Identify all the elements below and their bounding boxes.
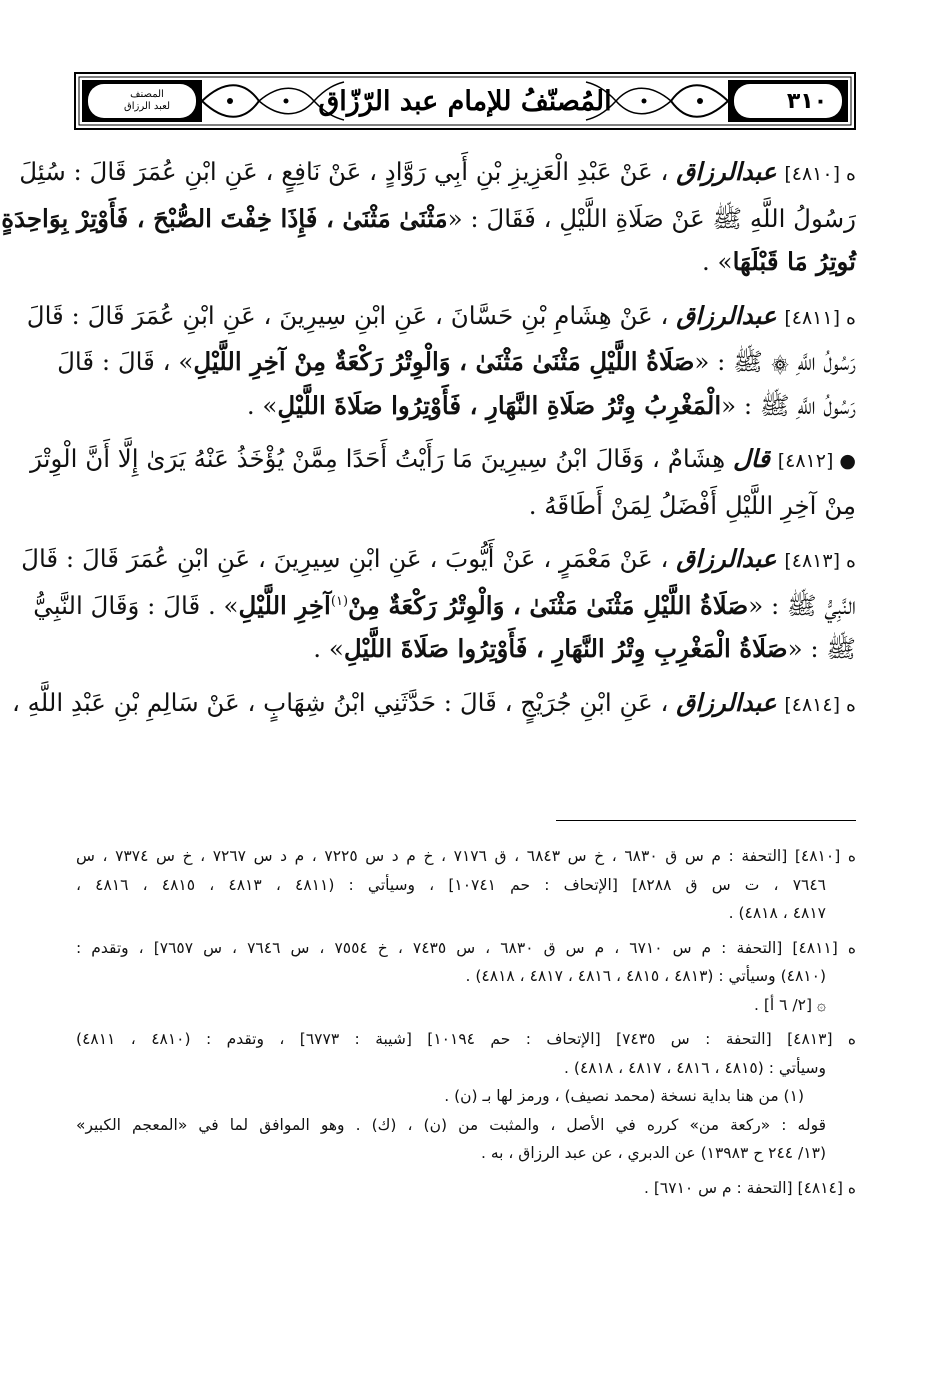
chain-text: » . [313,634,344,663]
text-line [11,681,856,728]
text-line [57,340,856,384]
hadith-text: صَلَاةُ اللَّيْلِ مَثْنَىٰ مَثْنَىٰ ، وَالْوِتْرُ رَكْعَةٌ مِنْ [348,590,749,620]
footnote-line: ٤٨١٧ ، ٤٨١٨) . [728,904,826,922]
text-line [30,437,856,484]
entry-number: ه [٤٨١٠] [784,163,856,185]
chain-text: ، عَنْ هِشَامِ بْنِ حَسَّانَ ، عَنِ ابْنِ سِيرِينَ ، عَنِ ابْنِ عُمَرَ قَالَ : قَالَ [26,300,669,330]
footnote-marker[interactable]: (١) [330,593,349,609]
footnote-line: ۞ [٢/ ٦ أ] . [753,995,826,1014]
footnote-line: (١٣/ ٢٤٤ ح ١٣٩٨٣) عن الدبري ، عن عبد الرزاق ، به . [480,1144,826,1162]
hadith-entry [11,681,856,728]
chain-text: النَّبِيُّ ﷺ : « [748,590,856,620]
footnote-line: قوله : «ركعة من» كرره في الأصل ، والمثبت من (ن) ، (ك) . وهو الموافق لما في «المعجم الكبير» [76,1115,826,1134]
narrator-name: عبدالرزاق [676,544,777,573]
hadith-entry [1,150,856,284]
hadith-entry [21,537,856,671]
footnotes [76,842,856,1208]
chain-text: رَسُولُ اللَّهِ ﷺ : « [721,390,856,420]
footnote-line: (١) من هنا بداية نسخة (محمد نصيف) ، ورمز لها بـ (ن) . [444,1087,804,1105]
hadith-text: مَثْنَىٰ مَثْنَىٰ ، فَإِذَا خِفْتَ الصُّبْحَ ، فَأَوْتِرْ بِوَاحِدَةٍ [1,203,448,233]
chain-text: ، عَنْ عَبْدِ الْعَزِيزِ بْنِ أَبِي رَوَّادٍ ، عَنْ نَافِعٍ ، عَنِ ابْنِ عُمَرَ قَالَ : سُئِلَ [19,157,669,186]
text-line [76,240,856,284]
text-line [26,294,856,341]
text-line [76,627,856,671]
text-line [33,584,856,628]
hadith-text: آخِرِ اللَّيْلِ [238,590,331,620]
text-line [19,150,856,197]
footnote-line: وسيأتي : (٤٨١٥ ، ٤٨١٦ ، ٤٨١٧ ، ٤٨١٨) . [564,1058,826,1077]
hadith-text: الْمَغْرِبُ وِتْرُ صَلَاةِ النَّهَارِ ، فَأَوْتِرُوا صَلَاةَ اللَّيْلِ [277,390,722,420]
footnote [76,1025,856,1168]
chain-text: مِنْ آخِرِ اللَّيْلِ أَفْضَلُ لِمَنْ أَطَاقَهُ . [528,490,856,520]
footnote [76,1174,856,1203]
narrator-name: قال [732,444,770,473]
hadith-entry [26,294,856,428]
narrator-name: عبدالرزاق [676,687,777,717]
entry-number: ● [٤٨١٢] [777,450,856,472]
page-header [74,72,856,130]
footnote-line: (٤٨١٠) وسيأتي : (٤٨١٣ ، ٤٨١٥ ، ٤٨١٦ ، ٤٨١٧ ، ٤٨١٨) . [465,967,826,985]
page-number: ٣١٠ [786,88,828,114]
chain-text: ﷺ : « [787,634,856,663]
footnote-line: ٧٦٤٦ ، ت س ق ٨٢٨٨] [الإتحاف : حم ١٠٧٤١] ، وسيأتي : (٤٨١١ ، ٤٨١٣ ، ٤٨١٥ ، ٤٨١٦ ، [76,875,827,894]
seal-line-2: لعبد الرزاق [123,101,171,112]
footnote [76,934,856,1020]
hadith-text: صَلَاةُ اللَّيْلِ مَثْنَىٰ مَثْنَىٰ ، وَالْوِتْرُ رَكْعَةٌ مِنْ آخِرِ اللَّيْلِ [193,347,695,376]
athar-entry [30,437,856,527]
chain-text: » . [246,390,278,420]
book-title: المُصنّفُ للإمام عبد الرّزّاق [318,85,612,117]
text-line [21,537,856,584]
text-line [76,384,856,428]
chain-text: هِشَامٌ ، وَقَالَ ابْنُ سِيرِينَ مَا رَأَيْتُ أَحَدًا مِمَّنْ يُؤْخَذُ عَنْهُ يَرَىٰ إِلَّا أَنَّ الْوِتْرَ [30,444,726,473]
chain-text: » ، قَالَ : قَالَ [57,347,194,376]
seal-line-1: المصنف [130,89,164,100]
chain-text: ، عَنْ مَعْمَرٍ ، عَنْ أَيُّوبَ ، عَنِ ابْنِ سِيرِينَ ، عَنِ ابْنِ عُمَرَ قَالَ : قَالَ [21,544,669,573]
chain-text: رَسُولُ اللَّهِ ۞ ﷺ : « [694,347,856,376]
publisher-seal [102,85,192,117]
text-line [76,484,856,528]
footnote-divider [556,820,856,821]
hadith-text: تُوتِرُ مَا قَبْلَهَا [732,247,856,276]
entry-number: ه [٤٨١٤] [784,693,856,716]
main-text [1,150,856,737]
chain-text: رَسُولُ اللَّهِ ﷺ عَنْ صَلَاةِ اللَّيْلِ ، فَقَالَ : « [447,203,856,233]
footnote-line: ه [٤٨١٣] [التحفة : س ٧٤٣٥] [الإتحاف : حم ١٠١٩٤] [شيبة : ٦٧٧٣] ، وتقدم : (٤٨١٠ ، ٤٨١١) [76,1030,857,1048]
footnote [76,842,856,928]
entry-number: ه [٤٨١١] [784,306,856,329]
entry-number: ه [٤٨١٣] [784,550,856,572]
chain-text: » . قَالَ : وَقَالَ النَّبِيُّ [33,590,239,620]
footnote-line: ه [٤٨١٤] [التحفة : م س ٦٧١٠] . [644,1178,856,1197]
text-line [1,197,856,241]
hadith-text: صَلَاةُ الْمَغْرِبِ وِتْرُ النَّهَارِ ، فَأَوْتِرُوا صَلَاةَ اللَّيْلِ [343,634,788,663]
chain-text: ، عَنِ ابْنِ جُرَيْجٍ ، قَالَ : حَدَّثَنِي ابْنُ شِهَابٍ ، عَنْ سَالِمِ بْنِ عَبْدِ اللَّهِ ، [11,687,669,717]
chain-text: » . [701,247,733,276]
narrator-name: عبدالرزاق [676,157,777,186]
footnote-line: ه [٤٨١٠] [التحفة : م س ق ٦٨٣٠ ، خ س ٦٨٤٣ ، ق ٧١٧٦ ، خ م د س ٧٢٢٥ ، م د س ٧٢٦٧ ، خ س ٧٣٧٤ ، س [76,847,856,865]
narrator-name: عبدالرزاق [676,300,777,330]
footnote-line: ه [٤٨١١] [التحفة : م س ٦٧١٠ ، م س ق ٦٨٣٠ ، س ٧٤٣٥ ، خ ٧٥٥٤ ، س ٧٦٤٦ ، س ٧٦٥٧] ، وتقدم : [76,938,856,957]
